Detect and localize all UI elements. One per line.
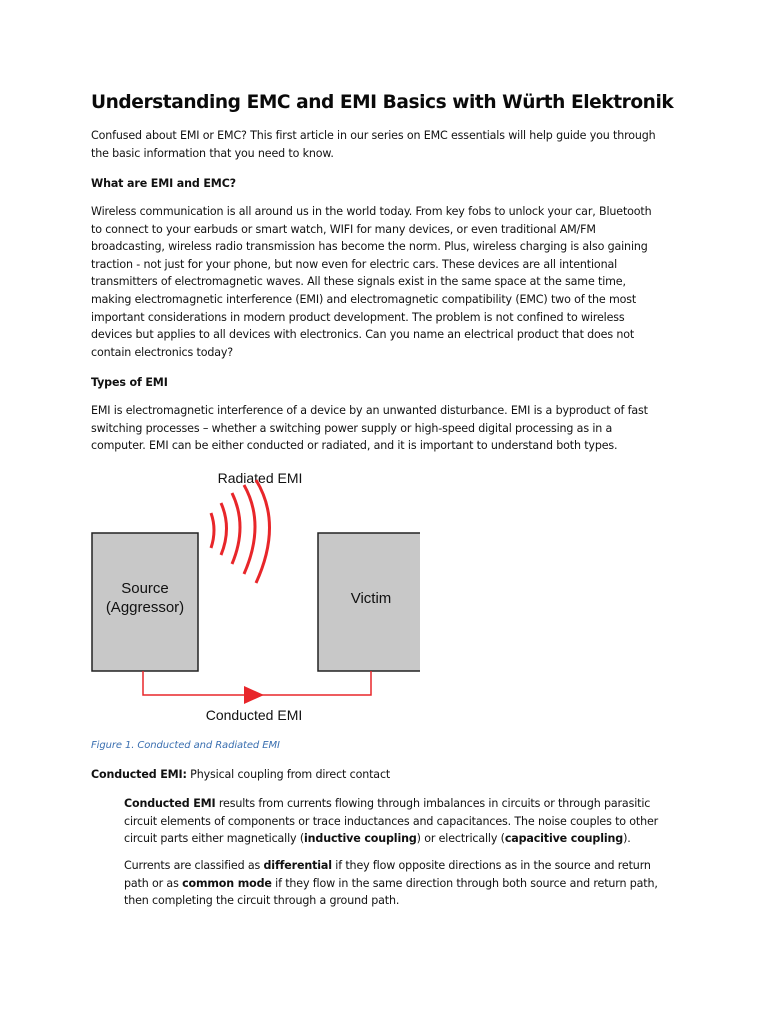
text-line: contain electronics today?	[91, 345, 234, 359]
text-line: Wireless communication is all around us in the world today. From key fobs to unlock your car, Bluetooth	[91, 205, 652, 218]
emi-diagram	[80, 460, 420, 728]
text-line: then completing the circuit through a ground path.	[124, 894, 400, 908]
text-run: Currents are classified as	[124, 859, 264, 872]
radiated-wave-4	[244, 485, 255, 574]
text-run: if they flow in the same direction through both source and return path,	[271, 876, 658, 890]
radiated-wave-2	[221, 503, 227, 555]
text-run: path or as	[124, 876, 183, 890]
aggressor-label: (Aggressor)	[105, 599, 185, 616]
article-title: Understanding EMC and EMI Basics with Würth Elektronik	[91, 92, 674, 113]
text-line: broadcasting, wireless radio transmission has become the norm. Plus, wireless charging is also gaining	[91, 240, 648, 254]
bold-term: common mode	[182, 876, 272, 890]
source-label: Source	[121, 580, 169, 597]
text-line: transmitters of electromagnetic waves. All these signals exist in the same space at the same time,	[91, 275, 626, 289]
bold-term: capacitive coupling	[504, 832, 624, 846]
radiated-wave-3	[232, 493, 240, 564]
bold-term: differential	[263, 859, 332, 872]
paragraph-types-of-emi	[91, 402, 648, 455]
text-line: important considerations in modern product development. The problem is not confined to wireless	[91, 310, 625, 324]
radiated-emi-label: Radiated EMI	[217, 470, 303, 486]
conducted-path	[143, 671, 371, 695]
radiated-wave-5	[256, 480, 270, 583]
conducted-emi-term: Conducted EMI:	[91, 768, 187, 781]
intro-paragraph	[91, 127, 656, 162]
figure-caption: Figure 1. Conducted and Radiated EMI	[91, 740, 280, 751]
conducted-emi-description: Physical coupling from direct contact	[186, 768, 391, 781]
text-line: the basic information that you need to know.	[91, 146, 334, 160]
bold-term: Conducted EMI	[124, 797, 216, 810]
text-line: computer. EMI can be either conducted or radiated, and it is important to understand both types.	[91, 439, 618, 453]
text-line	[124, 857, 658, 875]
radiated-wave-1	[211, 513, 214, 548]
text-line	[124, 830, 658, 848]
text-line: circuit elements of components or trace inductances and capacitances. The noise couples to other	[124, 814, 659, 828]
text-run: ).	[623, 832, 631, 846]
conducted-emi-paragraph-1	[124, 795, 658, 848]
heading-what-are-emi-emc: What are EMI and EMC?	[91, 177, 236, 190]
text-line: to connect to your earbuds or smart watch, WIFI for many devices, or even traditional AM/FM	[91, 222, 596, 236]
bold-term: inductive coupling	[304, 832, 417, 846]
text-line: making electromagnetic interference (EMI) and electromagnetic compatibility (EMC) two of the most	[91, 292, 637, 306]
text-line: traction - not just for your phone, but now even for electric cars. These devices are all intentional	[91, 257, 618, 271]
heading-types-of-emi: Types of EMI	[91, 376, 168, 389]
conducted-arrow	[244, 686, 264, 704]
conducted-emi-paragraph-2	[124, 857, 658, 910]
text-run: if they flow opposite directions as in the source and return	[331, 859, 651, 872]
text-line: devices but applies to all devices with electronics. Can you name an electrical product that does not	[91, 328, 635, 342]
text-line	[124, 795, 658, 813]
conducted-emi-heading	[91, 766, 390, 784]
text-line: EMI is electromagnetic interference of a device by an unwanted disturbance. EMI is a byproduct of fast	[91, 404, 648, 417]
victim-label: Victim	[350, 590, 392, 607]
text-line	[124, 875, 658, 893]
text-line: switching processes – whether a switching power supply or high-speed digital processing as in a	[91, 421, 613, 435]
paragraph-what-are-emi-emc	[91, 203, 652, 361]
text-line: Confused about EMI or EMC? This first article in our series on EMC essentials will help guide you through	[91, 129, 656, 142]
text-run: ) or electrically (	[416, 832, 505, 846]
text-run: results from currents flowing through imbalances in circuits or through parasitic	[215, 797, 651, 810]
text-run: circuit parts either magnetically (	[124, 832, 305, 846]
conducted-emi-label: Conducted EMI	[205, 707, 303, 723]
